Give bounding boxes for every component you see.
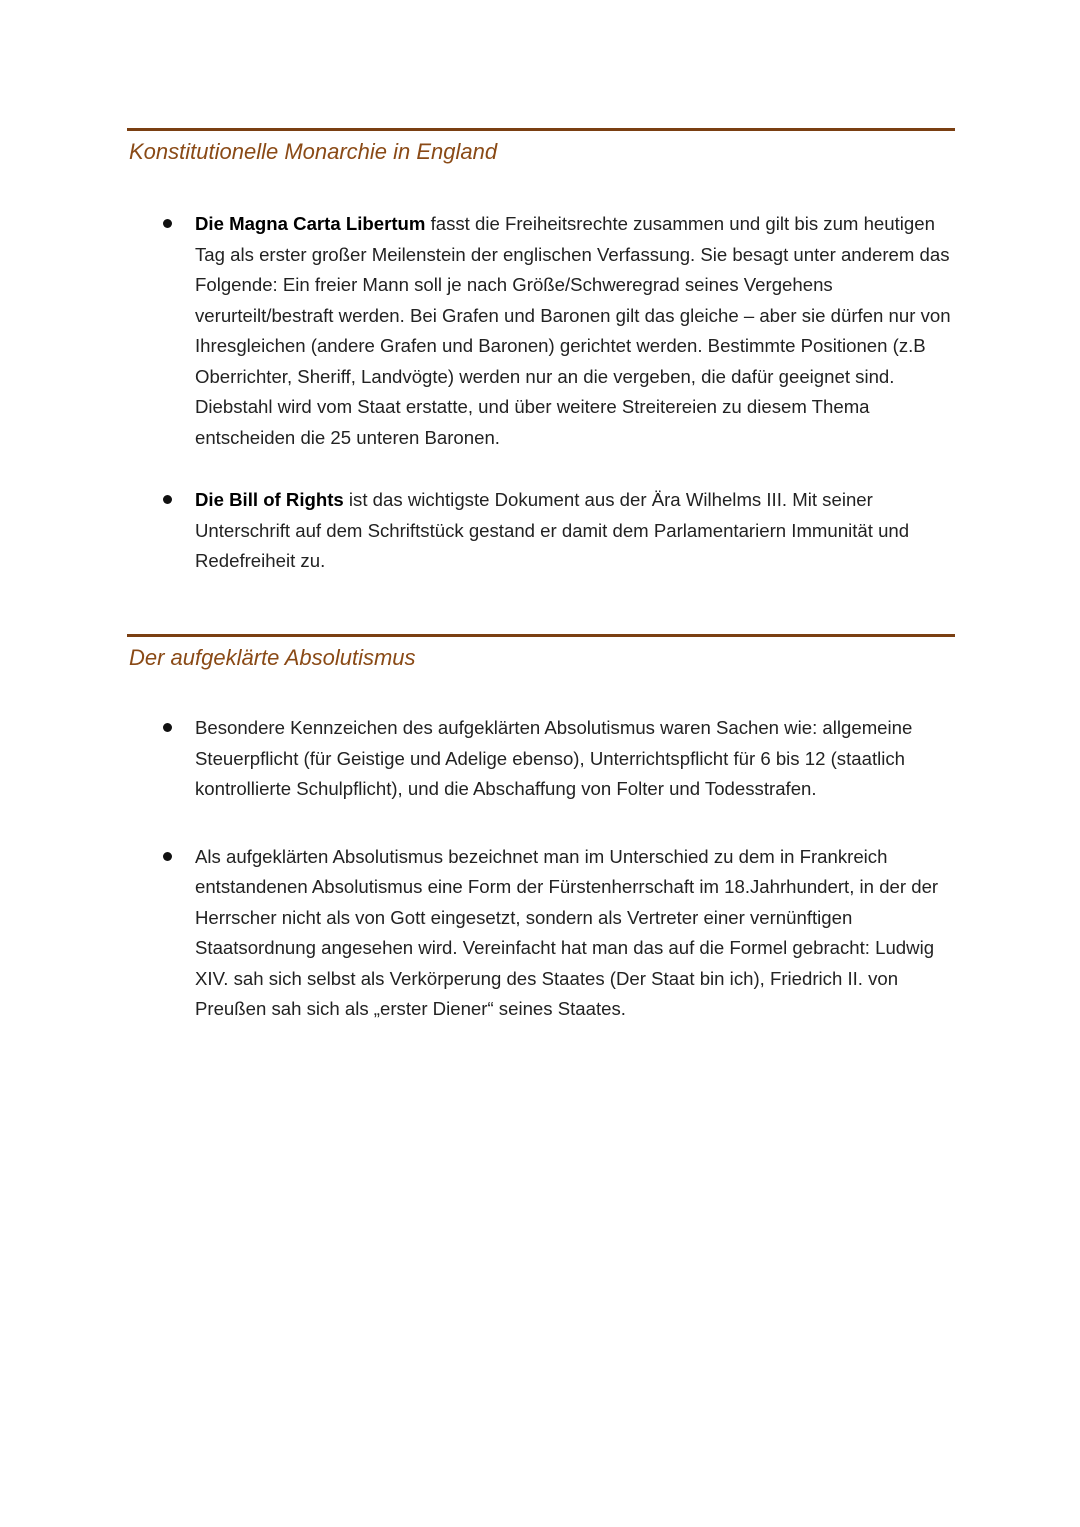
list-item (127, 713, 955, 805)
bullet-list (127, 209, 955, 577)
section-heading: Der aufgeklärte Absolutismus (129, 645, 416, 670)
list-item (127, 842, 955, 1025)
bullet-icon (163, 852, 172, 861)
list-item (127, 209, 955, 453)
bullet-text: ist das wichtigste Dokument aus der Ära Wilhelms III. Mit seiner Unterschrift auf dem Schriftstück gestand er damit dem Parlamentariern Immunität und Redefreiheit zu. (195, 489, 910, 571)
bullet-text: fasst die Freiheitsrechte zusammen und gilt bis zum heutigen Tag als erster großer Meilenstein der englischen Verfassung. Sie besagt unter anderem das Folgende: Ein freier Mann soll je nach Größe/Schweregrad seines Vergehens verurteilt/bestraft werden. Bei Grafen und Baronen gilt das gleiche – aber sie dürfen nur von Ihresgleichen (andere Grafen und Baronen) gerichtet werden. Bestimmte Positionen (z.B Oberrichter, Sheriff, Landvögte) werden nur an die vergeben, die dafür geeignet sind. Diebstahl wird vom Staat erstatte, und über weitere Streitereien zu diesem Thema entscheiden die 25 unteren Baronen. (195, 213, 951, 448)
bullet-icon (163, 495, 172, 504)
section-divider (127, 128, 955, 131)
bullet-list (127, 713, 955, 1025)
bullet-text: Besondere Kennzeichen des aufgeklärten Absolutismus waren Sachen wie: allgemeine Steuerpflicht (für Geistige und Adelige ebenso), Unterrichtspflicht für 6 bis 12 (staatlich kontrollierte Schulpflicht), und die Abschaffung von Folter und Todesstrafen. (195, 717, 913, 799)
section-konstitutionelle-monarchie (127, 128, 955, 577)
section-divider (127, 634, 955, 637)
bullet-icon (163, 219, 172, 228)
bullet-term: Die Bill of Rights (195, 489, 344, 510)
section-aufgeklaerter-absolutismus (127, 634, 955, 1025)
list-item (127, 485, 955, 577)
bullet-icon (163, 723, 172, 732)
section-heading: Konstitutionelle Monarchie in England (129, 139, 498, 164)
bullet-text: Als aufgeklärten Absolutismus bezeichnet man im Unterschied zu dem in Frankreich entstandenen Absolutismus eine Form der Fürstenherrschaft im 18.Jahrhundert, in der der Herrscher nicht als von Gott eingesetzt, sondern als Vertreter einer vernünftigen Staatsordnung angesehen wird. Vereinfacht hat man das auf die Formel gebracht: Ludwig XIV. sah sich selbst als Verkörperung des Staates (Der Staat bin ich), Friedrich II. von Preußen sah sich als „erster Diener“ seines Staates. (195, 845, 939, 1019)
bullet-term: Die Magna Carta Libertum (195, 213, 426, 234)
